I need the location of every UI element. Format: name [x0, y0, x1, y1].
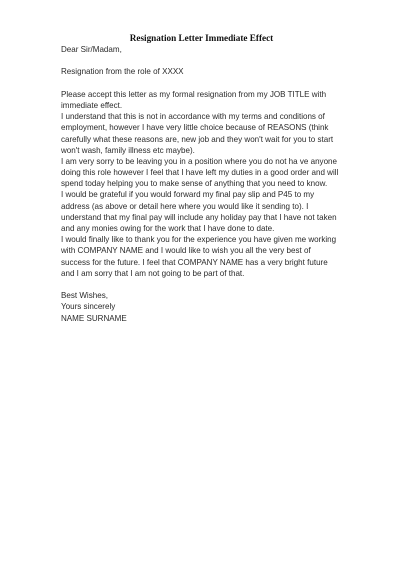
paragraph-2-line: I would be grateful if you would forward my final pay slip and P45 to my [61, 190, 315, 200]
paragraph-2-line: address (as above or detail here where you would like it sending to). I [61, 201, 309, 211]
closing: Best Wishes, [61, 291, 108, 301]
paragraph-1-line: employment, however I have very little choice because of REASONS (think [61, 123, 329, 133]
paragraph-1-line: immediate effect. [61, 100, 123, 110]
signoff: Yours sincerely [61, 302, 116, 312]
signature-name: NAME SURNAME [61, 313, 127, 323]
paragraph-1-line: won't wash, family illness etc maybe). [61, 145, 195, 155]
paragraph-2-line: doing this role however I feel that I have left my duties in a good order and will [61, 168, 339, 178]
paragraph-1-line: carefully what these reasons are, new job and they won't wait for you to start [61, 134, 334, 144]
paragraph-2-line: spend today helping you to make sense of anything that you need to know. [61, 179, 328, 189]
paragraph-2-line: I am very sorry to be leaving you in a position where you do not ha ve anyone [61, 156, 337, 166]
page-title: Resignation Letter Immediate Effect [129, 33, 274, 43]
paragraph-2-line: and any monies owing for the work that I have done to date. [61, 224, 275, 233]
paragraph-2-line: understand that my final pay will include any holiday pay that I have not taken [61, 212, 337, 222]
salutation: Dear Sir/Madam, [61, 45, 122, 54]
paragraph-1-line: Please accept this letter as my formal resignation from my JOB TITLE with [61, 89, 327, 99]
paragraph-2-line: and I am sorry that I am not going to be part of that. [61, 268, 245, 278]
paragraph-2-line: with COMPANY NAME and I would like to wish you all the very best of [61, 246, 311, 256]
letter-body [61, 44, 361, 324]
spacer [61, 55, 361, 66]
spacer [61, 78, 361, 89]
paragraph-2-line: success for the future. I feel that COMPANY NAME has a very bright future [61, 257, 328, 267]
spacer [61, 279, 361, 290]
paragraph-2-line: I would finally like to thank you for the experience you have given me working [61, 235, 337, 245]
paragraph-1-line: I understand that this is not in accordance with my terms and conditions of [61, 112, 325, 122]
subject-line: Resignation from the role of XXXX [61, 67, 184, 77]
